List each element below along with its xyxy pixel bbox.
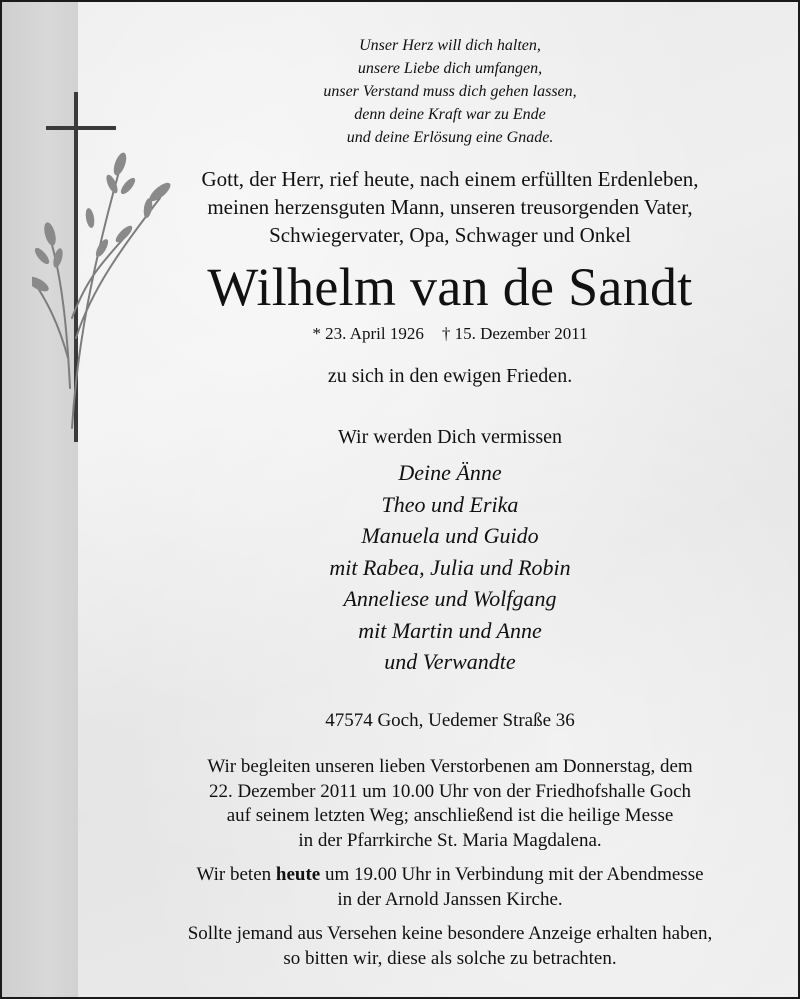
peace-line: zu sich in den ewigen Frieden.: [327, 365, 573, 387]
intro-line: meinen herzensguten Mann, unseren treusorgenden Vater,: [207, 195, 693, 219]
verse-line: Unser Herz will dich halten,: [359, 37, 541, 54]
address: 47574 Goch, Uedemer Straße 36: [325, 710, 575, 731]
funeral-line: Wir begleiten unseren lieben Verstorbenen am Donnerstag, dem: [207, 756, 693, 777]
verse-line: unsere Liebe dich umfangen,: [357, 60, 543, 77]
closing-notice: [112, 922, 788, 971]
family-member: mit Martin und Anne: [358, 617, 542, 643]
verse-line: und deine Erlösung eine Gnade.: [346, 129, 554, 146]
funeral-info: [112, 755, 788, 853]
evening-mass-info: [112, 863, 788, 912]
family-member: und Verwandte: [384, 649, 516, 674]
family-member: mit Rabea, Julia und Robin: [329, 554, 571, 580]
mass-text-pre: Wir beten: [196, 864, 276, 885]
deceased-name: Wilhelm van de Sandt: [207, 257, 693, 317]
birth-date: * 23. April 1926: [312, 324, 424, 343]
intro-line: Schwiegervater, Opa, Schwager und Onkel: [269, 223, 631, 247]
miss-line: Wir werden Dich vermissen: [337, 426, 563, 448]
notice-line: so bitten wir, diese als solche zu betrachten.: [283, 947, 617, 969]
funeral-line: auf seinem letzten Weg; anschließend ist die heilige Messe: [226, 805, 674, 826]
family-member: Deine Änne: [398, 460, 502, 485]
verse-line: unser Verstand muss dich gehen lassen,: [323, 83, 577, 100]
mass-text-post: um 19.00 Uhr in Verbindung mit der Abendmesse: [320, 864, 704, 885]
verse-line: denn deine Kraft war zu Ende: [354, 106, 546, 123]
family-list: [112, 457, 788, 678]
family-member: Anneliese und Wolfgang: [343, 586, 557, 611]
death-date: † 15. Dezember 2011: [441, 324, 588, 343]
family-member: Theo und Erika: [381, 491, 519, 517]
funeral-line: in der Pfarrkirche St. Maria Magdalena.: [298, 829, 602, 851]
family-member: Manuela und Guido: [361, 523, 539, 548]
mass-line: in der Arnold Janssen Kirche.: [337, 888, 563, 910]
intro-text: [112, 165, 788, 249]
mass-today: heute: [275, 864, 321, 885]
life-dates: [112, 322, 788, 346]
notice-line: Sollte jemand aus Versehen keine besondere Anzeige erhalten haben,: [187, 923, 713, 944]
funeral-line: 22. Dezember 2011 um 10.00 Uhr von der Friedhofshalle Goch: [208, 780, 692, 802]
memorial-verse: [112, 34, 788, 149]
intro-line: Gott, der Herr, rief heute, nach einem erfüllten Erdenleben,: [201, 167, 699, 191]
mass-line: [112, 863, 788, 888]
